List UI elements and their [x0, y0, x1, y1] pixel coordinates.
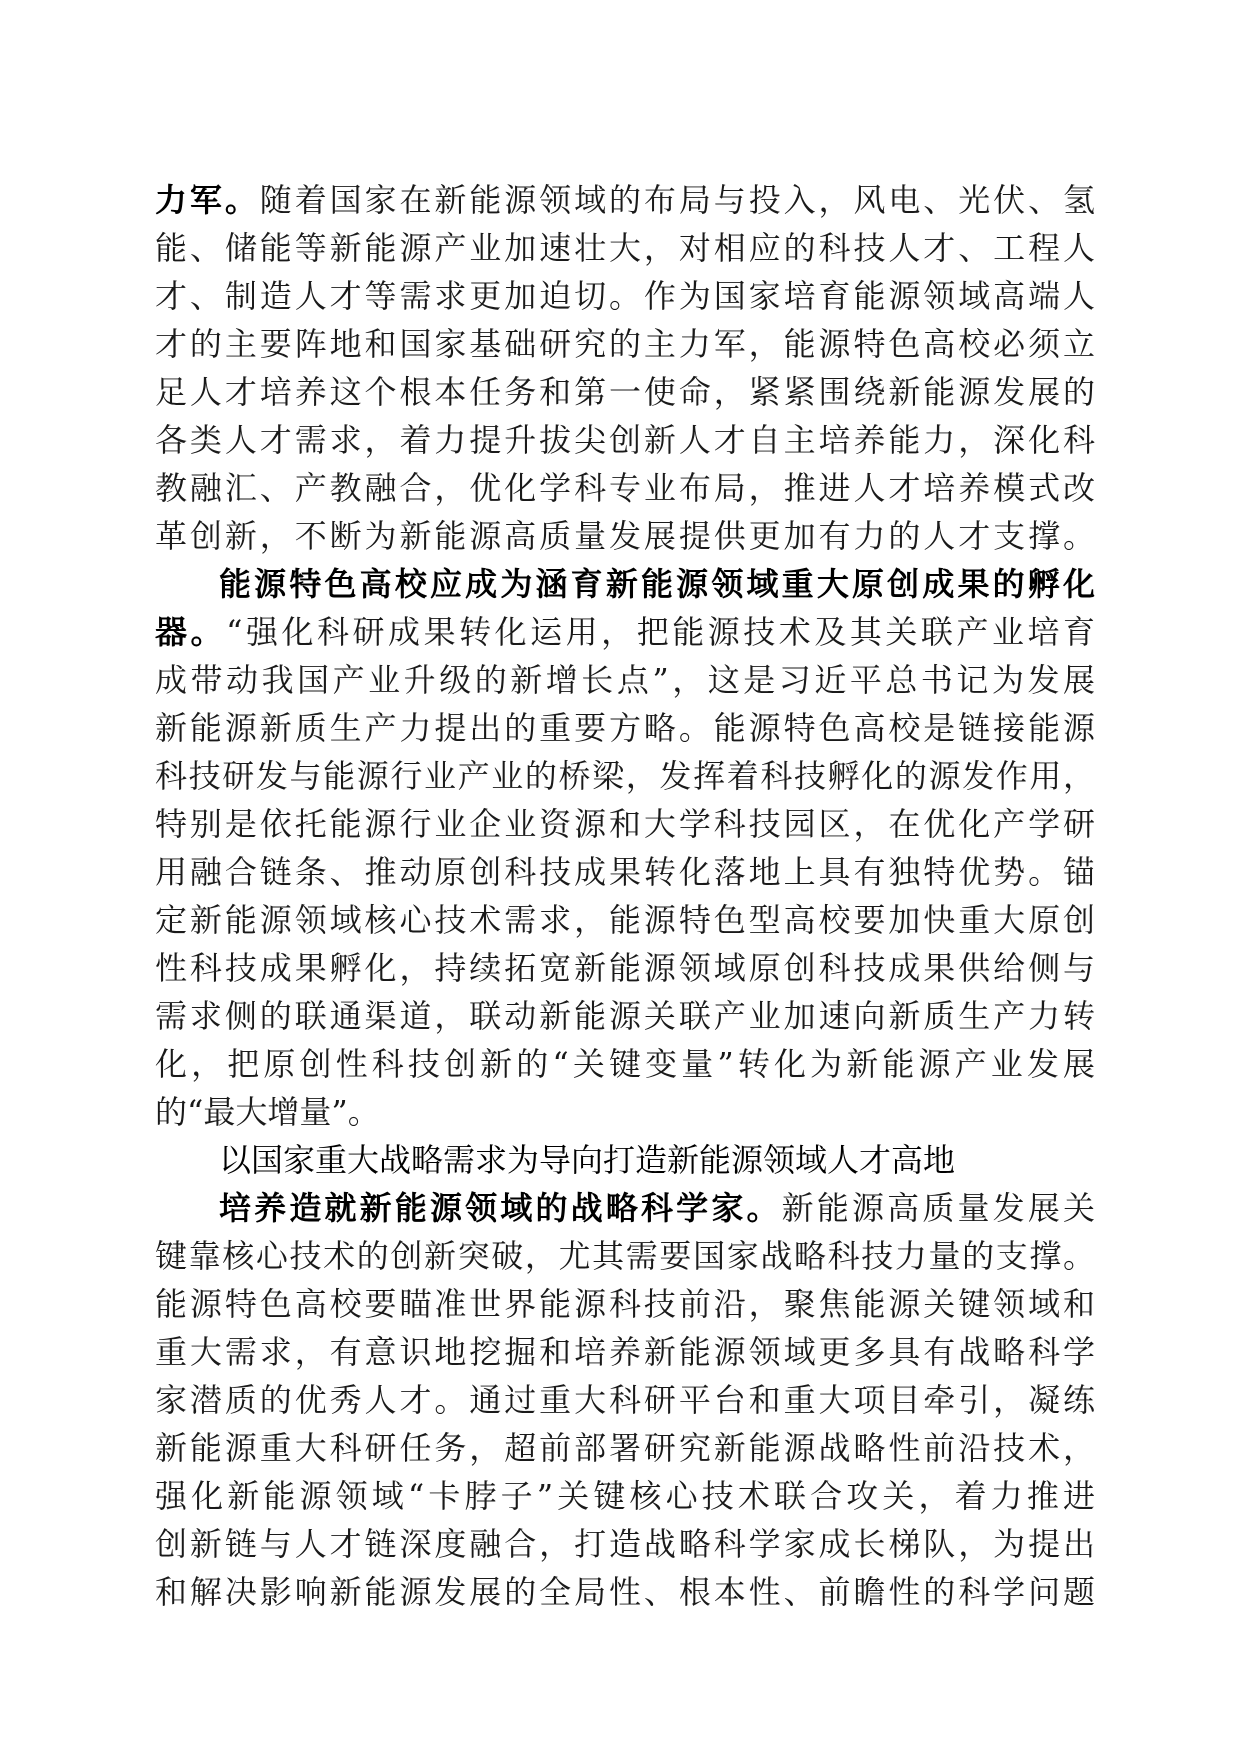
p2-line-11: 化，把原创性科技创新的“关键变量”转化为新能源产业发展	[155, 1045, 1095, 1083]
p2-line-7: 用融合链条、推动原创科技成果转化落地上具有独特优势。锚	[155, 853, 1095, 891]
p1-bold-lead: 力军。	[155, 181, 260, 219]
p2-line-4: 新能源新质生产力提出的重要方略。能源特色高校是链接能源	[155, 709, 1095, 747]
p2-line-9: 性科技成果孵化，持续拓宽新能源领域原创科技成果供给侧与	[155, 949, 1095, 987]
p3-line-9: 和解决影响新能源发展的全局性、根本性、前瞻性的科学问题	[155, 1573, 1095, 1611]
p3-line-5: 家潜质的优秀人才。通过重大科研平台和重大项目牵引，凝练	[155, 1381, 1095, 1419]
p3-line-4: 重大需求，有意识地挖掘和培养新能源领域更多具有战略科学	[155, 1333, 1095, 1371]
p3-line-2: 键靠核心技术的创新突破，尤其需要国家战略科技力量的支撑。	[155, 1237, 1095, 1275]
p1-line-7: 教融汇、产教融合，优化学科专业布局，推进人才培养模式改	[155, 469, 1095, 507]
p2-bold-tail: 器。	[155, 613, 227, 651]
p3-line-1	[219, 1184, 1095, 1232]
p2-line-2-text: “强化科研成果转化运用，把能源技术及其关联产业培育	[226, 613, 1095, 651]
p3-bold-lead: 培养造就新能源领域的战略科学家。	[219, 1189, 782, 1227]
p1-line-1-text: 随着国家在新能源领域的布局与投入，风电、光伏、氢	[259, 181, 1095, 219]
p1-line-5: 足人才培养这个根本任务和第一使命，紧紧围绕新能源发展的	[155, 373, 1095, 411]
p2-line-5: 科技研发与能源行业产业的桥梁，发挥着科技孵化的源发作用，	[155, 757, 1095, 795]
p1-line-2: 能、储能等新能源产业加速壮大，对相应的科技人才、工程人	[155, 229, 1095, 267]
p1-line-3: 才、制造人才等需求更加迫切。作为国家培育能源领域高端人	[155, 277, 1095, 315]
p3-line-7: 强化新能源领域“卡脖子”关键核心技术联合攻关，着力推进	[155, 1477, 1095, 1515]
p1-line-8: 革创新，不断为新能源高质量发展提供更加有力的人才支撑。	[155, 517, 1095, 555]
p3-line-8: 创新链与人才链深度融合，打造战略科学家成长梯队，为提出	[155, 1525, 1095, 1563]
p1-line-1	[155, 176, 1095, 224]
p2-line-3: 成带动我国产业升级的新增长点”，这是习近平总书记为发展	[155, 661, 1095, 699]
p2-line-8: 定新能源领域核心技术需求，能源特色型高校要加快重大原创	[155, 901, 1095, 939]
p2-line-2	[155, 608, 1095, 656]
p2-line-10: 需求侧的联通渠道，联动新能源关联产业加速向新质生产力转	[155, 997, 1095, 1035]
p3-line-6: 新能源重大科研任务，超前部署研究新能源战略性前沿技术，	[155, 1429, 1095, 1467]
p3-line-3: 能源特色高校要瞄准世界能源科技前沿，聚焦能源关键领域和	[155, 1285, 1095, 1323]
p1-line-4: 才的主要阵地和国家基础研究的主力军，能源特色高校必须立	[155, 325, 1095, 363]
section-heading: 以国家重大战略需求为导向打造新能源领域人才高地	[219, 1141, 956, 1179]
p2-line-12: 的“最大增量”。	[155, 1093, 380, 1131]
p3-line-1-text: 新能源高质量发展关	[781, 1189, 1095, 1227]
p2-line-6: 特别是依托能源行业企业资源和大学科技园区，在优化产学研	[155, 805, 1095, 843]
p1-line-6: 各类人才需求，着力提升拔尖创新人才自主培养能力，深化科	[155, 421, 1095, 459]
p2-line-1: 能源特色高校应成为涵育新能源领域重大原创成果的孵化	[219, 565, 1095, 603]
